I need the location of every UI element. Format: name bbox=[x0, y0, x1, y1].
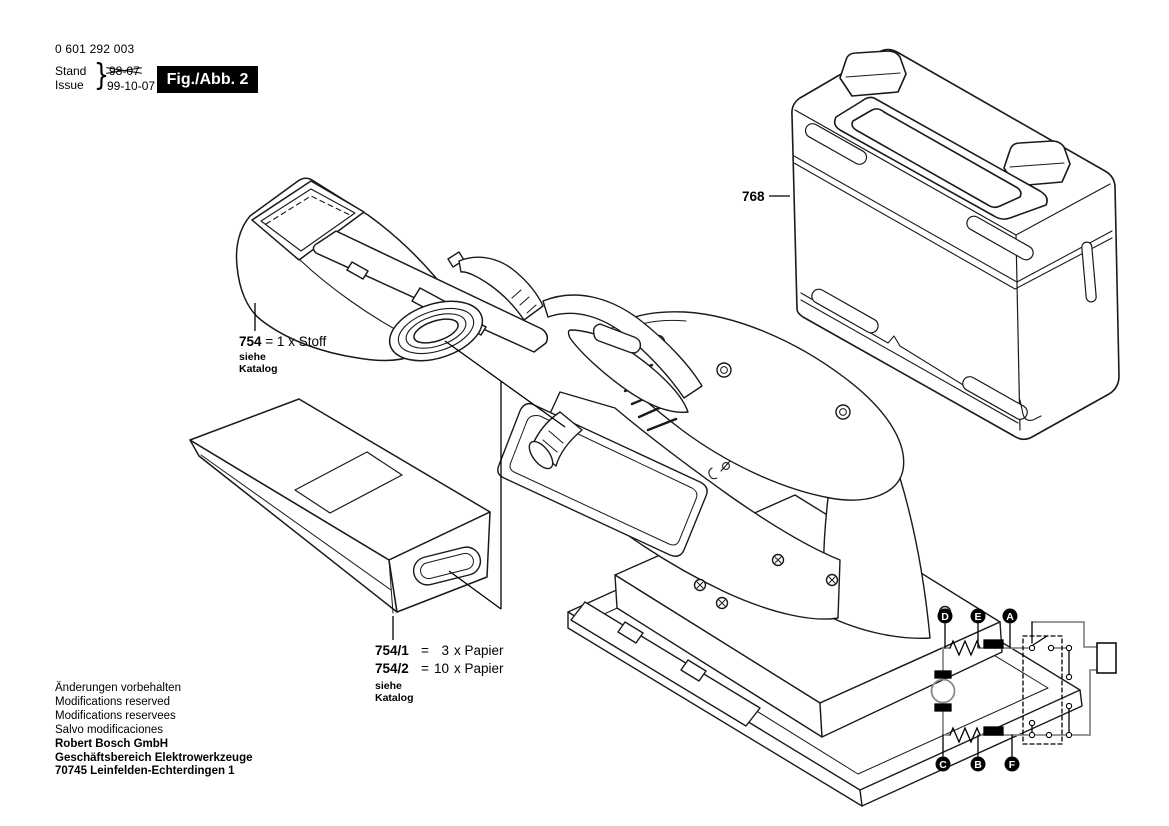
eq-2: = bbox=[421, 661, 429, 676]
callout-paper-bags bbox=[375, 642, 504, 704]
notice-fr: Modifications reservees bbox=[55, 709, 176, 722]
see-note-4: Katalog bbox=[375, 692, 414, 704]
terminal-B-label: B bbox=[974, 759, 982, 771]
desc-754: = 1 x Stoff bbox=[265, 334, 327, 349]
qty-2: 10 bbox=[434, 661, 450, 676]
company-name: Robert Bosch GmbH bbox=[55, 737, 169, 750]
ref-754-1: 754/1 bbox=[375, 643, 409, 658]
qty-1: 3 bbox=[441, 643, 449, 658]
footer-block bbox=[55, 682, 253, 779]
suppressor-top bbox=[984, 640, 1003, 648]
revision-brace: } bbox=[93, 58, 110, 93]
unit-1: x Papier bbox=[454, 643, 504, 658]
figure-badge: Fig./Abb. 2 bbox=[157, 66, 258, 93]
switch-blade bbox=[1033, 636, 1047, 645]
terminal-D-label: D bbox=[941, 611, 949, 623]
paper-bag-row-1 bbox=[375, 642, 504, 660]
see-note-3: siehe bbox=[375, 680, 402, 692]
callout-cloth-bag bbox=[239, 333, 326, 375]
ref-754-2: 754/2 bbox=[375, 661, 409, 676]
callout-case: 768 bbox=[742, 189, 765, 204]
ref-754: 754 bbox=[239, 334, 262, 349]
paper-dust-bag-illustration bbox=[190, 399, 490, 613]
part-number: 0 601 292 003 bbox=[55, 42, 135, 56]
motor-terminal-top bbox=[935, 671, 951, 678]
terminal-A-label: A bbox=[1006, 611, 1014, 623]
suppressor-bottom bbox=[984, 727, 1003, 735]
new-revision-date: 99-10-07 bbox=[107, 79, 156, 93]
terminal-F-label: F bbox=[1008, 759, 1016, 771]
old-revision-date: 98-07 bbox=[109, 64, 140, 78]
see-note-2: Katalog bbox=[239, 362, 278, 375]
unit-2: x Papier bbox=[454, 661, 504, 676]
terminal-E-label: E bbox=[974, 611, 982, 623]
notice-es: Salvo modificaciones bbox=[55, 723, 164, 736]
stand-label: Stand bbox=[55, 64, 87, 78]
see-note-1: siehe bbox=[239, 350, 266, 363]
terminal-C-label: C bbox=[939, 759, 947, 771]
callout-cloth-bag-line bbox=[239, 333, 326, 351]
issue-label: Issue bbox=[55, 78, 84, 92]
company-division: Geschäftsbereich Elektrowerkzeuge bbox=[55, 751, 253, 764]
eq-1: = bbox=[421, 643, 429, 658]
revision-labels bbox=[55, 64, 86, 92]
paper-bag-row-2 bbox=[375, 660, 504, 678]
power-connector bbox=[1097, 643, 1116, 673]
notice-en: Modifications reserved bbox=[55, 695, 171, 708]
notice-de: Änderungen vorbehalten bbox=[55, 682, 181, 694]
company-address: 70745 Leinfelden-Echterdingen 1 bbox=[55, 765, 235, 778]
motor-terminal-bottom bbox=[935, 704, 951, 711]
